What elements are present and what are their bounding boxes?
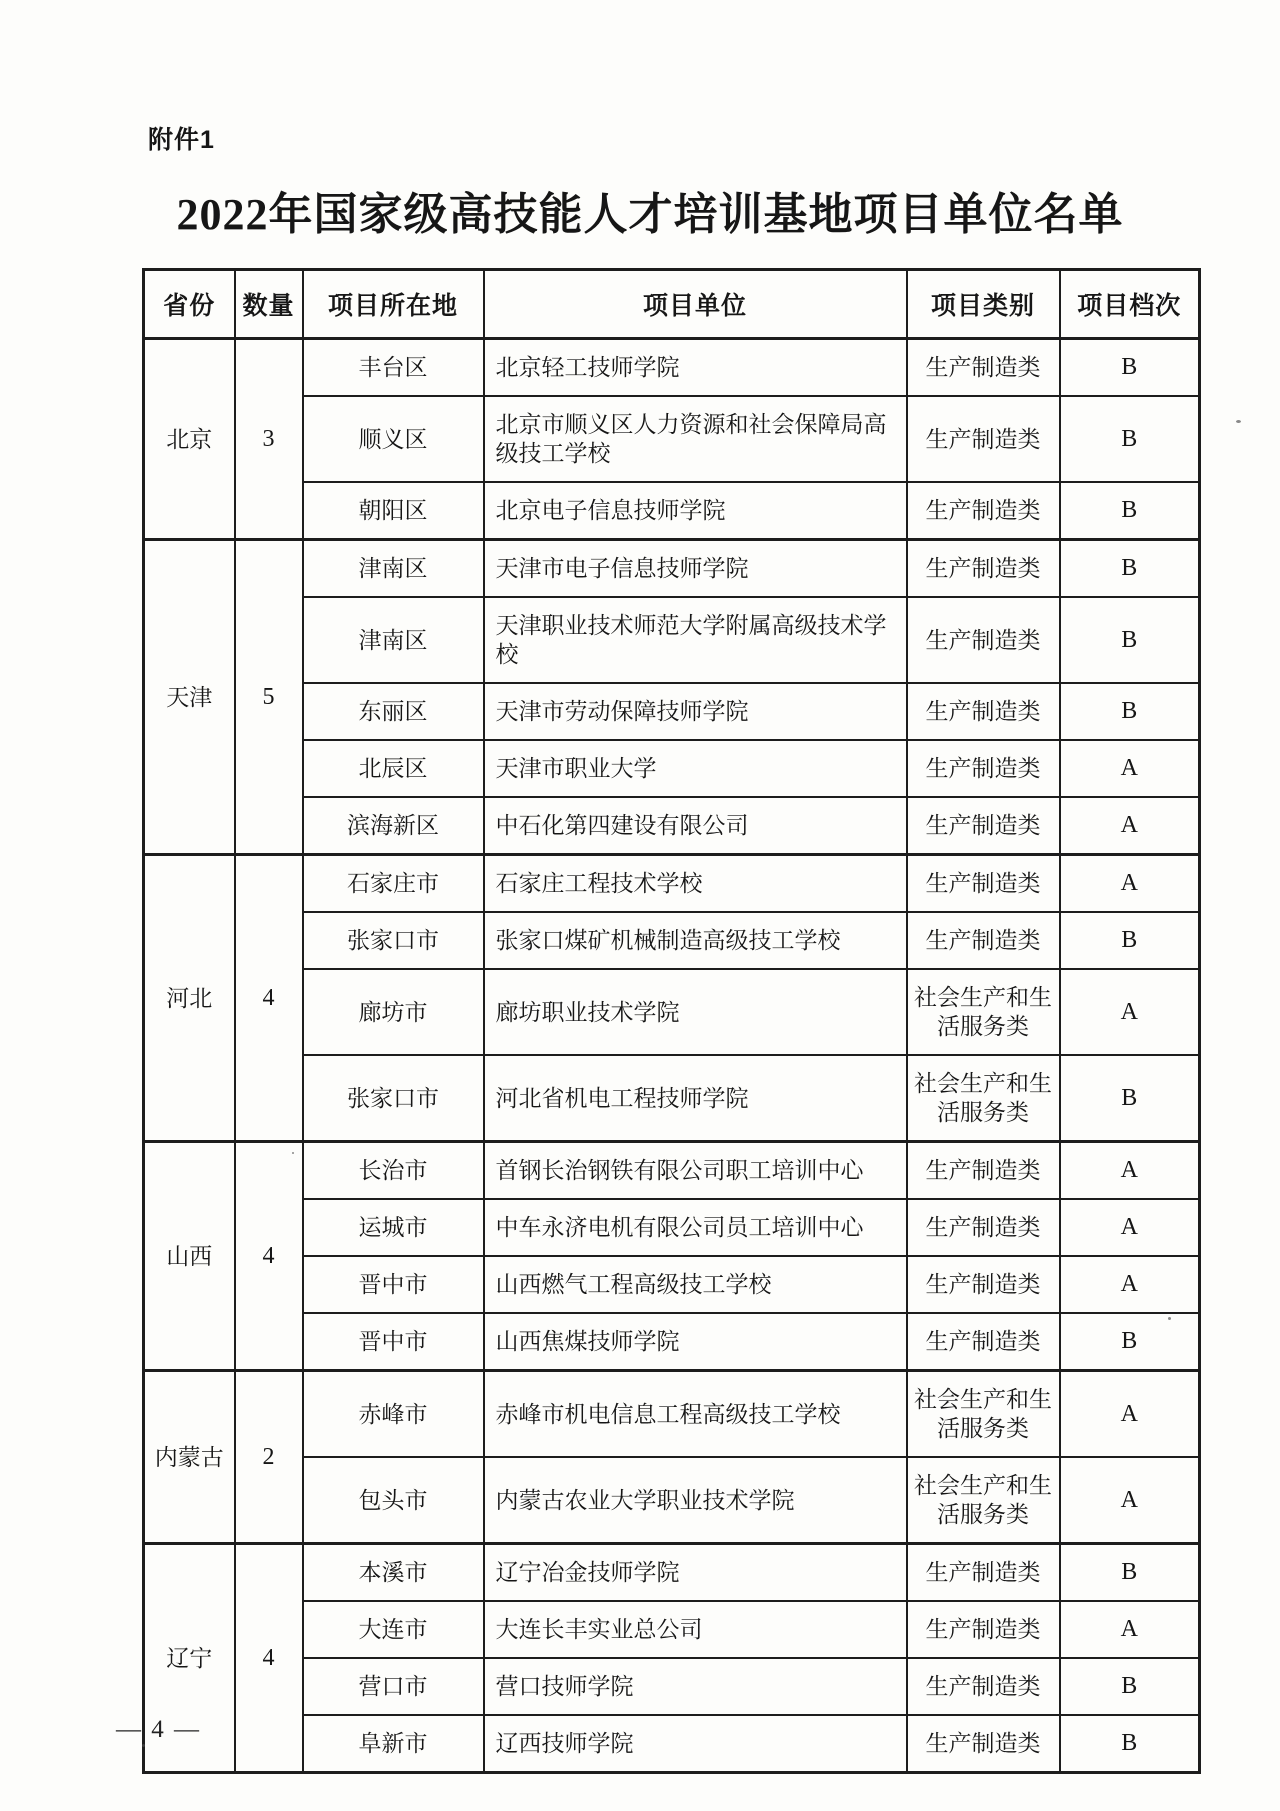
grade-cell: A [1060,797,1200,855]
grade-cell: A [1060,969,1200,1055]
location-cell: 东丽区 [303,683,484,740]
location-cell: 张家口市 [303,1055,484,1142]
scan-artifact [142,1744,145,1747]
location-cell: 津南区 [303,597,484,683]
category-cell: 生产制造类 [907,1658,1060,1715]
page-number: — 4 — [116,1716,201,1743]
table-row [144,1658,1200,1715]
unit-cell: 中石化第四建设有限公司 [484,797,907,855]
category-cell: 生产制造类 [907,1199,1060,1256]
province-cell: 内蒙古 [144,1371,235,1544]
grade-cell: B [1060,912,1200,969]
scan-artifact [1168,1317,1171,1320]
column-header-unit: 项目单位 [484,270,907,339]
category-cell: 生产制造类 [907,912,1060,969]
location-cell: 赤峰市 [303,1371,484,1458]
table-row [144,482,1200,540]
location-cell: 长治市 [303,1142,484,1200]
category-cell: 生产制造类 [907,1142,1060,1200]
category-cell: 生产制造类 [907,1601,1060,1658]
table-row [144,1142,1200,1200]
category-cell: 社会生产和生活服务类 [907,1457,1060,1544]
category-cell: 社会生产和生活服务类 [907,1371,1060,1458]
grade-cell: B [1060,1658,1200,1715]
unit-cell: 山西燃气工程高级技工学校 [484,1256,907,1313]
category-cell: 生产制造类 [907,396,1060,482]
location-cell: 包头市 [303,1457,484,1544]
province-cell: 山西 [144,1142,235,1371]
table-header [144,270,1200,339]
category-cell: 社会生产和生活服务类 [907,1055,1060,1142]
category-cell: 生产制造类 [907,597,1060,683]
column-header-province: 省份 [144,270,235,339]
table-row [144,1457,1200,1544]
table-header-row [144,270,1200,339]
unit-cell: 营口技师学院 [484,1658,907,1715]
project-units-table [142,268,1201,1774]
grade-cell: A [1060,1457,1200,1544]
category-cell: 生产制造类 [907,339,1060,397]
unit-cell: 山西焦煤技师学院 [484,1313,907,1371]
column-header-grade: 项目档次 [1060,270,1200,339]
location-cell: 晋中市 [303,1313,484,1371]
category-cell: 生产制造类 [907,482,1060,540]
unit-cell: 内蒙古农业大学职业技术学院 [484,1457,907,1544]
count-cell: 2 [235,1371,303,1544]
category-cell: 生产制造类 [907,683,1060,740]
table-row [144,912,1200,969]
grade-cell: B [1060,339,1200,397]
grade-cell: B [1060,482,1200,540]
unit-cell: 天津市职业大学 [484,740,907,797]
category-cell: 生产制造类 [907,1256,1060,1313]
unit-cell: 北京市顺义区人力资源和社会保障局高级技工学校 [484,396,907,482]
page-title: 2022年国家级高技能人才培训基地项目单位名单 [176,190,1124,239]
table-body [144,339,1200,1773]
table-row [144,1601,1200,1658]
location-cell: 石家庄市 [303,855,484,913]
column-header-count: 数量 [235,270,303,339]
category-cell: 生产制造类 [907,797,1060,855]
location-cell: 顺义区 [303,396,484,482]
grade-cell: B [1060,1313,1200,1371]
category-cell: 生产制造类 [907,1715,1060,1773]
location-cell: 张家口市 [303,912,484,969]
category-cell: 生产制造类 [907,540,1060,598]
province-cell: 北京 [144,339,235,540]
province-cell: 辽宁 [144,1544,235,1773]
table-row [144,797,1200,855]
unit-cell: 天津职业技术师范大学附属高级技术学校 [484,597,907,683]
count-cell: 4 [235,1142,303,1371]
location-cell: 津南区 [303,540,484,598]
column-header-location: 项目所在地 [303,270,484,339]
province-cell: 天津 [144,540,235,855]
unit-cell: 北京电子信息技师学院 [484,482,907,540]
count-cell: 4 [235,855,303,1142]
location-cell: 丰台区 [303,339,484,397]
grade-cell: A [1060,1371,1200,1458]
category-cell: 社会生产和生活服务类 [907,969,1060,1055]
unit-cell: 河北省机电工程技师学院 [484,1055,907,1142]
table-row [144,1371,1200,1458]
location-cell: 运城市 [303,1199,484,1256]
unit-cell: 大连长丰实业总公司 [484,1601,907,1658]
category-cell: 生产制造类 [907,855,1060,913]
count-cell: 4 [235,1544,303,1773]
table-row [144,1199,1200,1256]
count-cell: 3 [235,339,303,540]
table-row [144,855,1200,913]
location-cell: 廊坊市 [303,969,484,1055]
location-cell: 晋中市 [303,1256,484,1313]
scan-artifact [292,1152,294,1154]
unit-cell: 天津市电子信息技师学院 [484,540,907,598]
grade-cell: B [1060,597,1200,683]
table-row [144,1256,1200,1313]
table-row [144,597,1200,683]
table-row [144,740,1200,797]
table-row [144,396,1200,482]
table-row [144,1313,1200,1371]
grade-cell: A [1060,1601,1200,1658]
grade-cell: B [1060,1055,1200,1142]
location-cell: 本溪市 [303,1544,484,1602]
location-cell: 阜新市 [303,1715,484,1773]
table-row [144,683,1200,740]
count-cell: 5 [235,540,303,855]
grade-cell: B [1060,396,1200,482]
grade-cell: A [1060,740,1200,797]
category-cell: 生产制造类 [907,1544,1060,1602]
attachment-label: 附件1 [148,126,215,154]
unit-cell: 辽西技师学院 [484,1715,907,1773]
unit-cell: 张家口煤矿机械制造高级技工学校 [484,912,907,969]
category-cell: 生产制造类 [907,740,1060,797]
grade-cell: A [1060,1199,1200,1256]
scan-artifact [1236,420,1241,423]
table-row [144,1055,1200,1142]
location-cell: 大连市 [303,1601,484,1658]
grade-cell: B [1060,540,1200,598]
grade-cell: A [1060,1256,1200,1313]
location-cell: 北辰区 [303,740,484,797]
unit-cell: 石家庄工程技术学校 [484,855,907,913]
table-row [144,339,1200,397]
province-cell: 河北 [144,855,235,1142]
location-cell: 滨海新区 [303,797,484,855]
table-row [144,969,1200,1055]
unit-cell: 天津市劳动保障技师学院 [484,683,907,740]
table-row [144,1715,1200,1773]
table-row [144,540,1200,598]
column-header-category: 项目类别 [907,270,1060,339]
unit-cell: 赤峰市机电信息工程高级技工学校 [484,1371,907,1458]
unit-cell: 北京轻工技师学院 [484,339,907,397]
unit-cell: 辽宁冶金技师学院 [484,1544,907,1602]
unit-cell: 首钢长治钢铁有限公司职工培训中心 [484,1142,907,1200]
grade-cell: A [1060,855,1200,913]
category-cell: 生产制造类 [907,1313,1060,1371]
table-row [144,1544,1200,1602]
location-cell: 朝阳区 [303,482,484,540]
grade-cell: B [1060,683,1200,740]
grade-cell: B [1060,1715,1200,1773]
grade-cell: A [1060,1142,1200,1200]
location-cell: 营口市 [303,1658,484,1715]
unit-cell: 中车永济电机有限公司员工培训中心 [484,1199,907,1256]
unit-cell: 廊坊职业技术学院 [484,969,907,1055]
grade-cell: B [1060,1544,1200,1602]
